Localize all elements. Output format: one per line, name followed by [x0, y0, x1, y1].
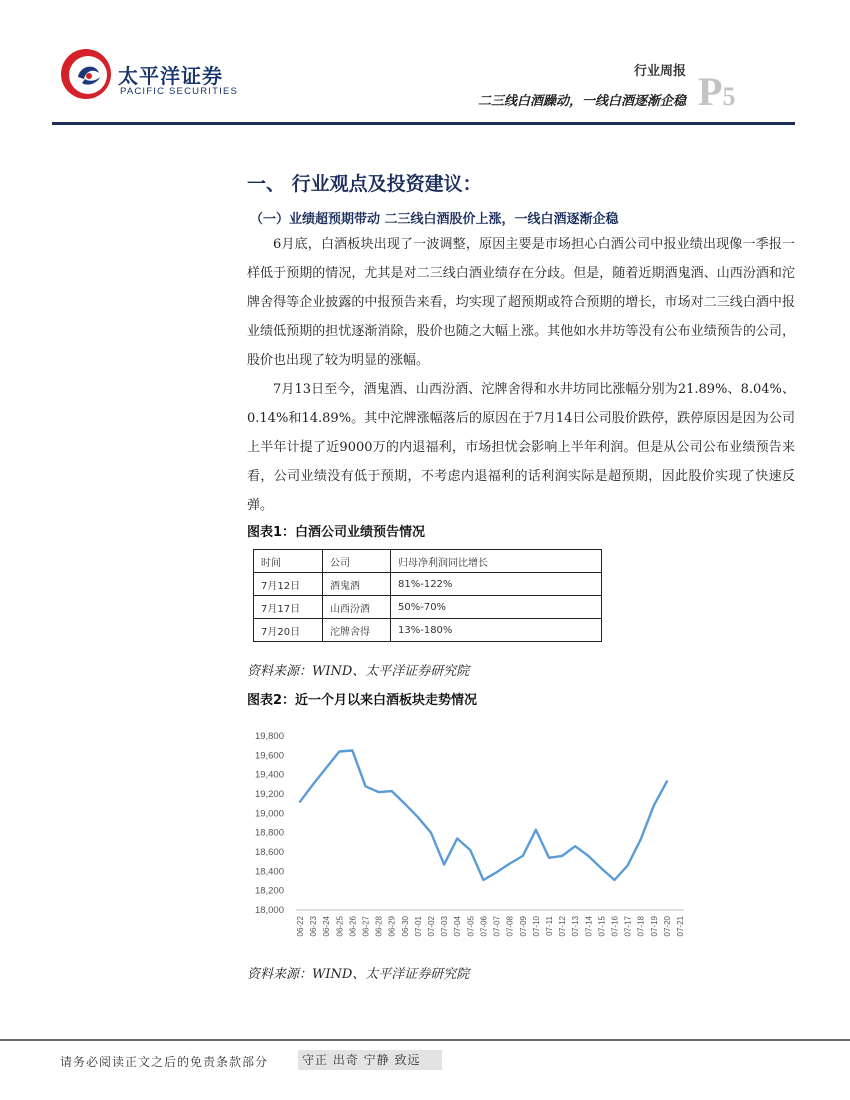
table-cell: 沱牌舍得	[323, 619, 391, 642]
table-crop-mask	[250, 647, 550, 657]
x-tick-label: 06-28	[374, 916, 384, 937]
pacific-securities-logo-icon	[58, 45, 114, 101]
body-paragraph-1: 6月底，白酒板块出现了一波调整，原因主要是市场担心白酒公司中报业绩出现像一季报一样低于预期的情况，尤其是对二三线白酒业绩存在分歧。但是，随着近期酒鬼酒、山西汾酒和沱牌舍得等企业披露的中报预告来看，均实现了超预期或符合预期的增长，市场对二三线白酒中报业绩低预期的担忧逐渐消除，股价也随之大幅上涨。其他如水井坊等没有公布业绩预告的公司，股价也出现了较为明显的涨幅。	[247, 237, 795, 368]
table-header-cell: 公司	[323, 550, 391, 573]
table-cell: 13%-180%	[391, 619, 602, 642]
x-tick-label: 07-20	[662, 916, 672, 937]
x-tick-label: 07-03	[440, 916, 450, 937]
report-subtitle: 二三线白酒躁动，一线白酒逐渐企稳	[477, 94, 686, 109]
forecast-table	[253, 549, 602, 642]
table-row	[254, 573, 602, 596]
x-tick-label: 07-08	[505, 916, 515, 937]
x-tick-label: 07-17	[623, 916, 633, 937]
x-tick-label: 07-19	[649, 916, 659, 937]
x-tick-label: 07-04	[453, 916, 463, 937]
y-tick-label: 18,200	[254, 885, 284, 897]
y-tick-label: 18,800	[254, 827, 284, 839]
x-tick-label: 07-11	[544, 916, 554, 936]
y-tick-label: 19,000	[254, 808, 284, 820]
table-cell: 7月20日	[254, 619, 323, 642]
footer-rule	[0, 1039, 850, 1041]
x-tick-label: 07-09	[518, 916, 528, 937]
page-number	[698, 68, 735, 115]
x-tick-label: 07-10	[531, 916, 541, 937]
table-row	[254, 596, 602, 619]
x-tick-label: 06-26	[348, 916, 358, 937]
figure2-title: 图表2：近一个月以来白酒板块走势情况	[247, 693, 478, 708]
section-heading: 一、 行业观点及投资建议：	[247, 173, 482, 195]
x-tick-label: 07-05	[466, 916, 476, 937]
x-tick-label: 07-07	[492, 916, 502, 937]
y-tick-label: 18,000	[254, 905, 284, 916]
x-tick-label: 06-22	[296, 916, 305, 937]
header-rule	[52, 122, 795, 125]
company-name-en: PACIFIC SECURITIES	[120, 86, 239, 97]
x-tick-label: 06-27	[361, 916, 371, 937]
x-tick-label: 06-24	[322, 916, 332, 937]
y-tick-label: 19,600	[254, 750, 284, 762]
table-header-cell: 时间	[254, 550, 323, 573]
y-tick-label: 19,400	[254, 769, 284, 781]
footer-disclaimer: 请务必阅读正文之后的免责条款部分	[60, 1055, 269, 1069]
x-tick-label: 07-06	[479, 916, 489, 937]
x-tick-label: 07-18	[636, 916, 646, 937]
table-row	[254, 619, 602, 642]
x-tick-label: 06-30	[400, 916, 410, 937]
y-tick-label: 19,200	[254, 789, 284, 800]
x-tick-label: 07-01	[413, 916, 423, 937]
x-tick-label: 07-15	[597, 916, 607, 937]
y-tick-label: 19,800	[254, 731, 284, 742]
x-tick-label: 06-29	[387, 916, 397, 937]
table-cell: 山西汾酒	[323, 596, 391, 619]
x-tick-label: 07-02	[427, 916, 437, 937]
table-cell: 7月17日	[254, 596, 323, 619]
table-cell: 7月12日	[254, 573, 323, 596]
page-letter: P	[698, 69, 723, 114]
footer-motto: 守正 出奇 宁静 致远	[298, 1050, 442, 1070]
table-cell: 酒鬼酒	[323, 573, 391, 596]
body-paragraph-2: 7月13日至今，酒鬼酒、山西汾酒、沱牌舍得和水井坊同比涨幅分别为21.89%、8.04%、0.14%和14.89%。其中沱牌涨幅落后的原因在于7月14日公司股价跌停，跌停原因是因为公司上半年计提了近9000万的内退福利，市场担忧会影响上半年利润。但是从公司公布业绩预告来看，公司业绩没有低于预期，不考虑内退福利的话利润实际是超预期，因此股价实现了快速反弹。	[247, 382, 795, 513]
figure1-title: 图表1：白酒公司业绩预告情况	[247, 525, 426, 540]
table-cell: 81%-122%	[391, 573, 602, 596]
x-tick-label: 07-13	[571, 916, 581, 937]
company-name-cn: 太平洋证券	[118, 64, 223, 88]
x-tick-label: 06-23	[309, 916, 319, 937]
x-tick-label: 06-25	[335, 916, 345, 937]
table-header-cell: 归母净利润同比增长	[391, 550, 602, 573]
series-line	[300, 751, 667, 881]
figure2-source: 资料来源：WIND、太平洋证券研究院	[247, 967, 470, 982]
section-subheading: （一）业绩超预期带动 二三线白酒股价上涨，一线白酒逐渐企稳	[250, 212, 619, 227]
page-digit: 5	[722, 82, 736, 111]
x-tick-label: 07-14	[584, 916, 594, 937]
x-tick-label: 07-21	[676, 916, 685, 937]
y-tick-label: 18,600	[254, 847, 284, 858]
y-tick-label: 18,400	[254, 866, 284, 878]
x-tick-label: 07-16	[610, 916, 620, 937]
baijiu-index-line-chart	[240, 722, 700, 952]
x-tick-label: 07-12	[558, 916, 568, 937]
table-cell: 50%-70%	[391, 596, 602, 619]
figure1-source: 资料来源：WIND、太平洋证券研究院	[247, 664, 470, 679]
report-type: 行业周报	[633, 64, 686, 79]
table-header-row	[254, 550, 602, 573]
